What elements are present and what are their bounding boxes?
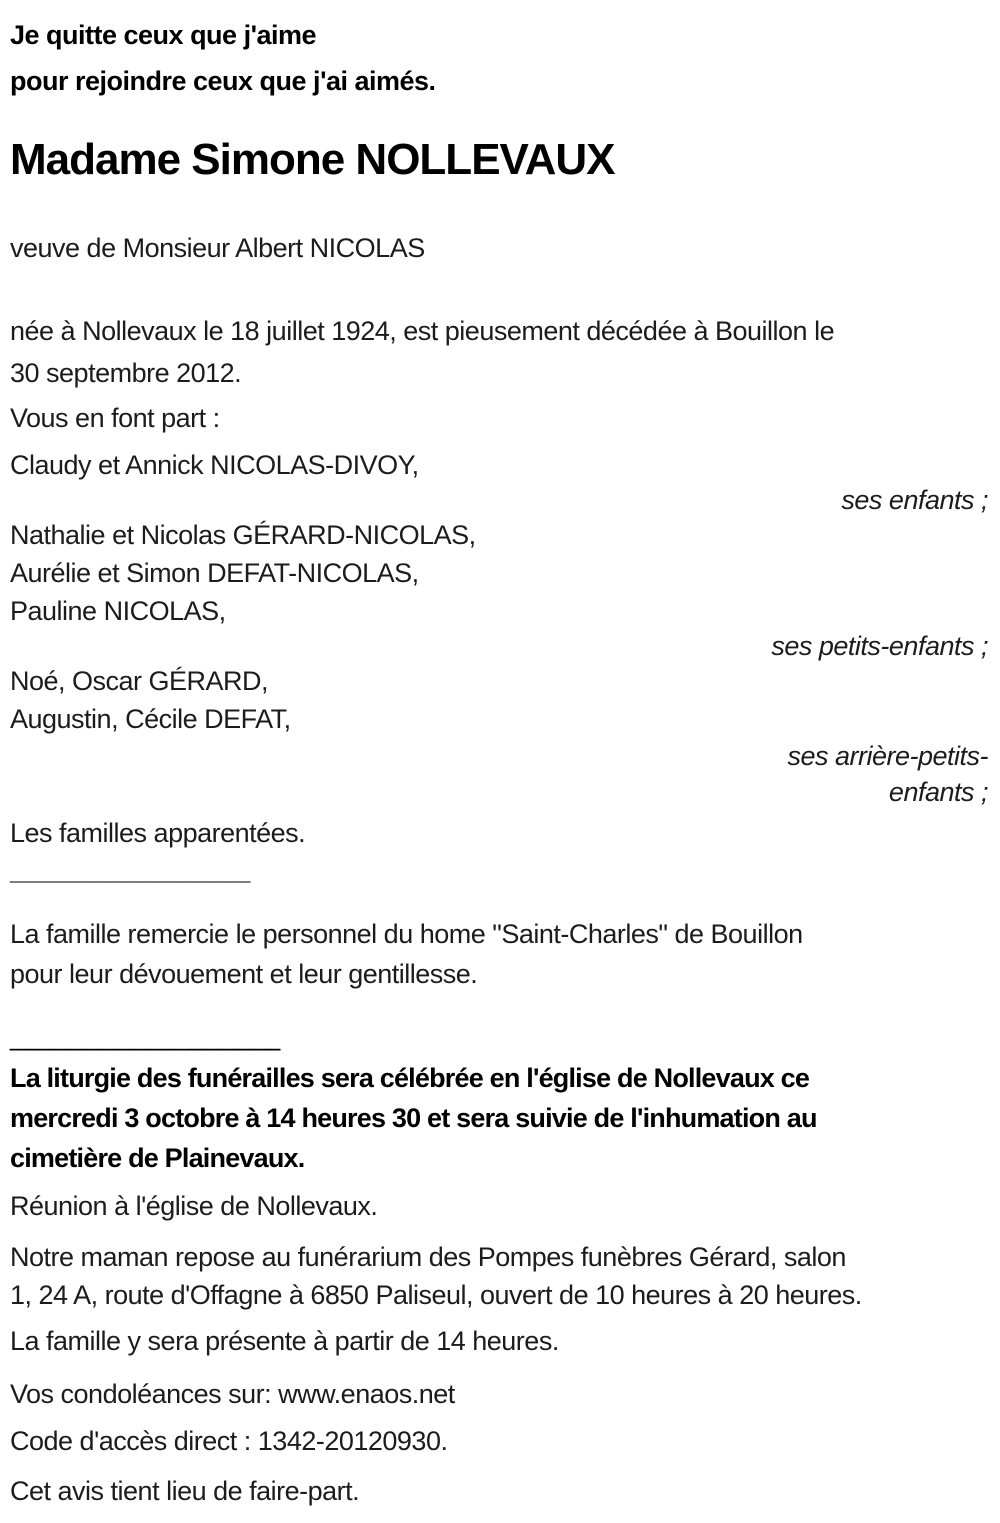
repose-line: 1, 24 A, route d'Offagne à 6850 Paliseul, ouvert de 10 heures à 20 heures. (10, 1280, 862, 1310)
relation-label-line: ses arrière-petits- (787, 741, 988, 771)
deceased-name-title: Madame Simone NOLLEVAUX (10, 135, 615, 184)
section-divider: __________________ (10, 1021, 281, 1051)
thanks-line: pour leur dévouement et leur gentillesse. (10, 959, 478, 989)
family-member-line: Claudy et Annick NICOLAS-DIVOY, (10, 450, 419, 480)
family-member-line: Nathalie et Nicolas GÉRARD-NICOLAS, (10, 520, 476, 550)
thanks-line: La famille remercie le personnel du home "Saint-Charles" de Bouillon (10, 919, 803, 949)
ceremony-line: mercredi 3 octobre à 14 heures 30 et sera suivie de l'inhumation au (10, 1103, 817, 1133)
family-presence-line: La famille y sera présente à partir de 14 heures. (10, 1326, 559, 1356)
relation-label-grandchildren: ses petits-enfants ; (771, 631, 988, 661)
ceremony-line: La liturgie des funérailles sera célébrée en l'église de Nollevaux ce (10, 1063, 810, 1093)
epigraph-line-1: Je quitte ceux que j'aime (10, 20, 317, 50)
repose-line: Notre maman repose au funérarium des Pompes funèbres Gérard, salon (10, 1242, 846, 1272)
life-dates-line: 30 septembre 2012. (10, 358, 242, 388)
condolences-line: Vos condoléances sur: www.enaos.net (10, 1379, 455, 1409)
widow-of-line: veuve de Monsieur Albert NICOLAS (10, 233, 425, 263)
relation-label-children: ses enfants ; (841, 485, 988, 515)
thanks-paragraph (10, 914, 988, 994)
relation-label-line: enfants ; (888, 777, 988, 807)
access-code-line: Code d'accès direct : 1342-20120930. (10, 1426, 448, 1456)
relation-label-great-grandchildren (10, 738, 988, 810)
section-divider: ________________ (10, 855, 251, 885)
epigraph-line-2: pour rejoindre ceux que j'ai aimés. (10, 66, 436, 96)
family-member-line: Pauline NICOLAS, (10, 596, 226, 626)
repose-paragraph (10, 1238, 988, 1314)
ceremony-line: cimetière de Plainevaux. (10, 1143, 305, 1173)
family-member-line: Noé, Oscar GÉRARD, (10, 666, 269, 696)
meeting-line: Réunion à l'église de Nollevaux. (10, 1191, 378, 1221)
epigraph (10, 12, 988, 104)
family-member-line: Aurélie et Simon DEFAT-NICOLAS, (10, 558, 419, 588)
life-dates-paragraph (10, 310, 988, 394)
related-families-line: Les familles apparentées. (10, 818, 306, 848)
family-member-line: Augustin, Cécile DEFAT, (10, 704, 291, 734)
ceremony-paragraph (10, 1058, 988, 1178)
life-dates-line: née à Nollevaux le 18 juillet 1924, est pieusement décédée à Bouillon le (10, 316, 835, 346)
family-announcement-list (10, 446, 988, 852)
closing-notice-line: Cet avis tient lieu de faire-part. (10, 1476, 360, 1506)
announced-by-intro: Vous en font part : (10, 403, 220, 433)
